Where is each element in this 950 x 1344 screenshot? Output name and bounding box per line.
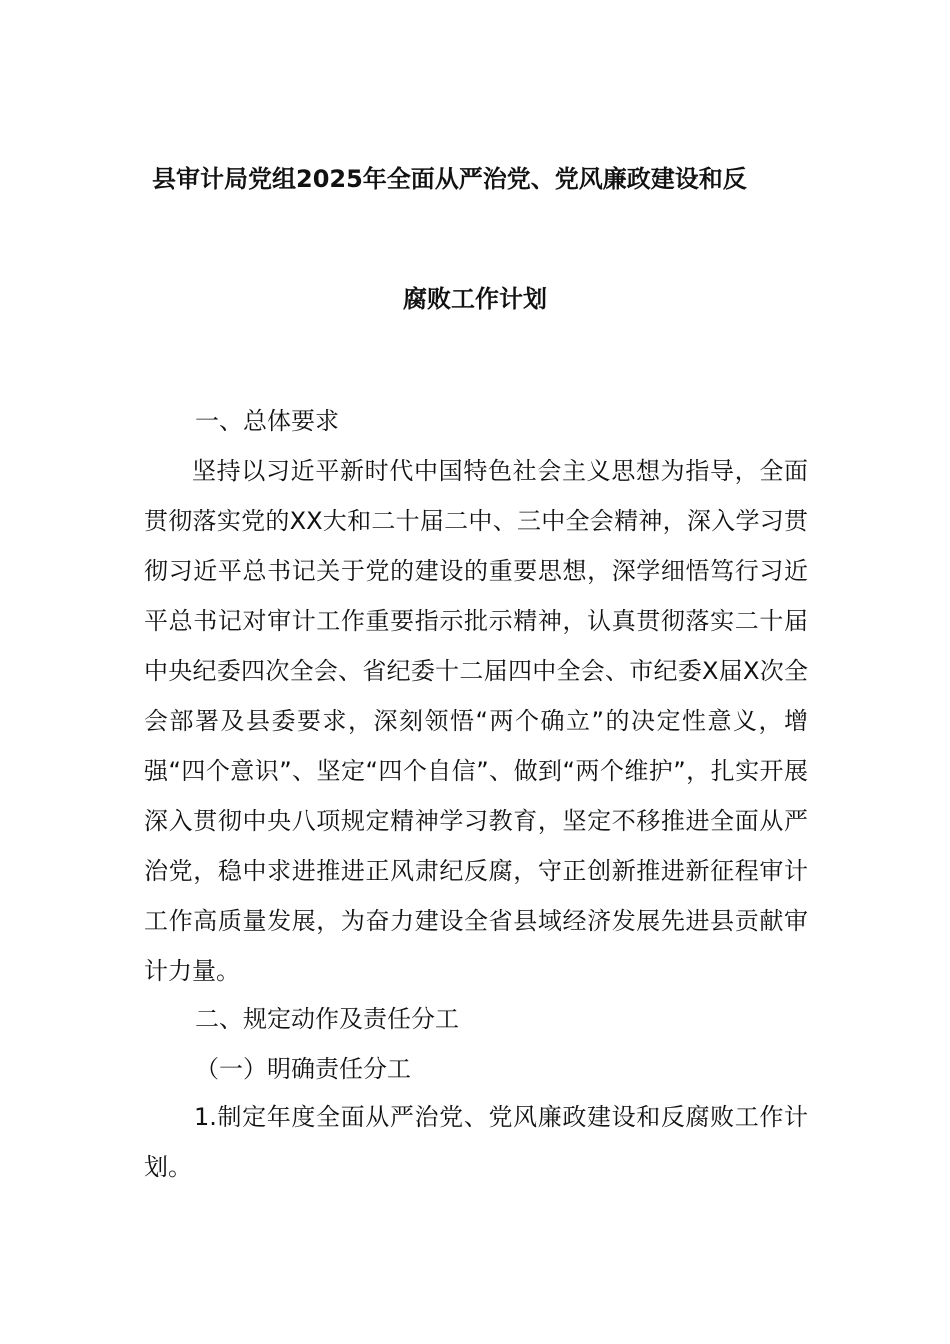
item-1-text: 1.制定年度全面从严治党、党风廉政建设和反腐败工作计划。	[144, 1103, 808, 1181]
section-1-paragraph-text: 坚持以习近平新时代中国特色社会主义思想为指导，全面贯彻落实党的XX大和二十届二中、三中全会精神，深入学习贯彻习近平总书记关于党的建设的重要思想，深学细悟笃行习近平总书记对审计工作重要指示批示精神，认真贯彻落实二十届中央纪委四次全会、省纪委十二届四中全会、市纪委X届X次全会部署及县委要求，深刻领悟“两个确立”的决定性意义，增强“四个意识”、坚定“四个自信”、做到“两个维护”，扎实开展深入贯彻中央八项规定精神学习教育，坚定不移推进全面从严治党，稳中求进推进正风肃纪反腐，守正创新推进新征程审计工作高质量发展，为奋力建设全省县域经济发展先进县贡献审计力量。	[144, 457, 808, 985]
item-1-paragraph	[144, 1092, 808, 1192]
document-title-line-2: 腐败工作计划	[403, 285, 547, 313]
section-1-heading: 一、总体要求	[195, 407, 339, 435]
section-2-heading: 二、规定动作及责任分工	[195, 1005, 459, 1033]
section-1-paragraph	[144, 446, 808, 996]
document-title-line-1: 县审计局党组2025年全面从严治党、党风廉政建设和反	[152, 165, 747, 193]
subsection-1-heading: （一）明确责任分工	[195, 1055, 411, 1083]
